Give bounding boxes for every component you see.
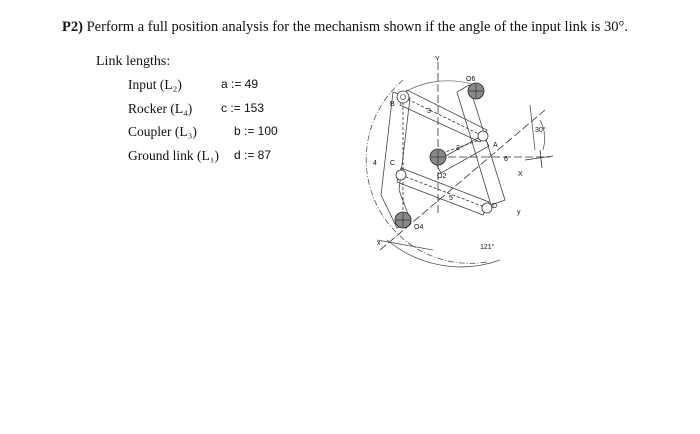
link-name: Input (L₂) — [128, 77, 182, 92]
label-d: D — [492, 203, 498, 210]
problem-statement — [62, 19, 628, 36]
link-name: Rocker (L₄) — [128, 101, 193, 116]
problem-text: Perform a full position analysis for the mechanism shown if the angle of the input link is 30°. — [86, 19, 628, 35]
label-link-4: 4 — [373, 160, 377, 167]
label-y-axis: Y — [435, 56, 440, 63]
link-value: b := 100 — [234, 124, 278, 138]
joint-b — [397, 91, 409, 103]
label-a: A — [493, 142, 498, 149]
y-axis-rotated — [380, 110, 545, 250]
label-o2: O2 — [437, 173, 447, 180]
centerline-3 — [403, 97, 483, 136]
label-x-rotated: x — [377, 240, 381, 247]
link-value: c := 153 — [221, 101, 265, 115]
label-link-3: 3 — [427, 108, 431, 115]
link-6-body — [457, 85, 505, 205]
link-4-body — [381, 92, 411, 228]
label-link-2: 2 — [456, 145, 460, 152]
label-y-rotated: y — [517, 209, 521, 216]
link-name: Ground link (L₁) — [128, 148, 219, 163]
arc-top — [405, 81, 475, 92]
label-o6: O6 — [466, 76, 476, 83]
joint-d — [482, 203, 492, 213]
tick-mark — [540, 150, 542, 168]
link-lengths-heading: Link lengths: — [96, 54, 171, 69]
link-value: d := 87 — [234, 148, 272, 162]
label-link-6: 6 — [504, 156, 508, 163]
problem-number: P2) — [62, 19, 83, 35]
link-value: a := 49 — [221, 77, 259, 91]
joint-a — [478, 131, 488, 141]
mechanism-diagram — [355, 50, 565, 275]
label-c: C — [390, 160, 396, 167]
angle-arc-30 — [540, 120, 545, 150]
label-o4: O4 — [414, 224, 424, 231]
mechanism-figure — [355, 50, 565, 280]
label-b: B — [390, 101, 395, 108]
label-link-5: 5 — [449, 195, 453, 202]
joint-c — [396, 170, 406, 180]
label-x-axis: X — [518, 171, 523, 178]
link-name: Coupler (L₃) — [128, 124, 197, 139]
label-angle-30: 30° — [535, 127, 546, 134]
label-angle-121: 121° — [480, 244, 495, 251]
